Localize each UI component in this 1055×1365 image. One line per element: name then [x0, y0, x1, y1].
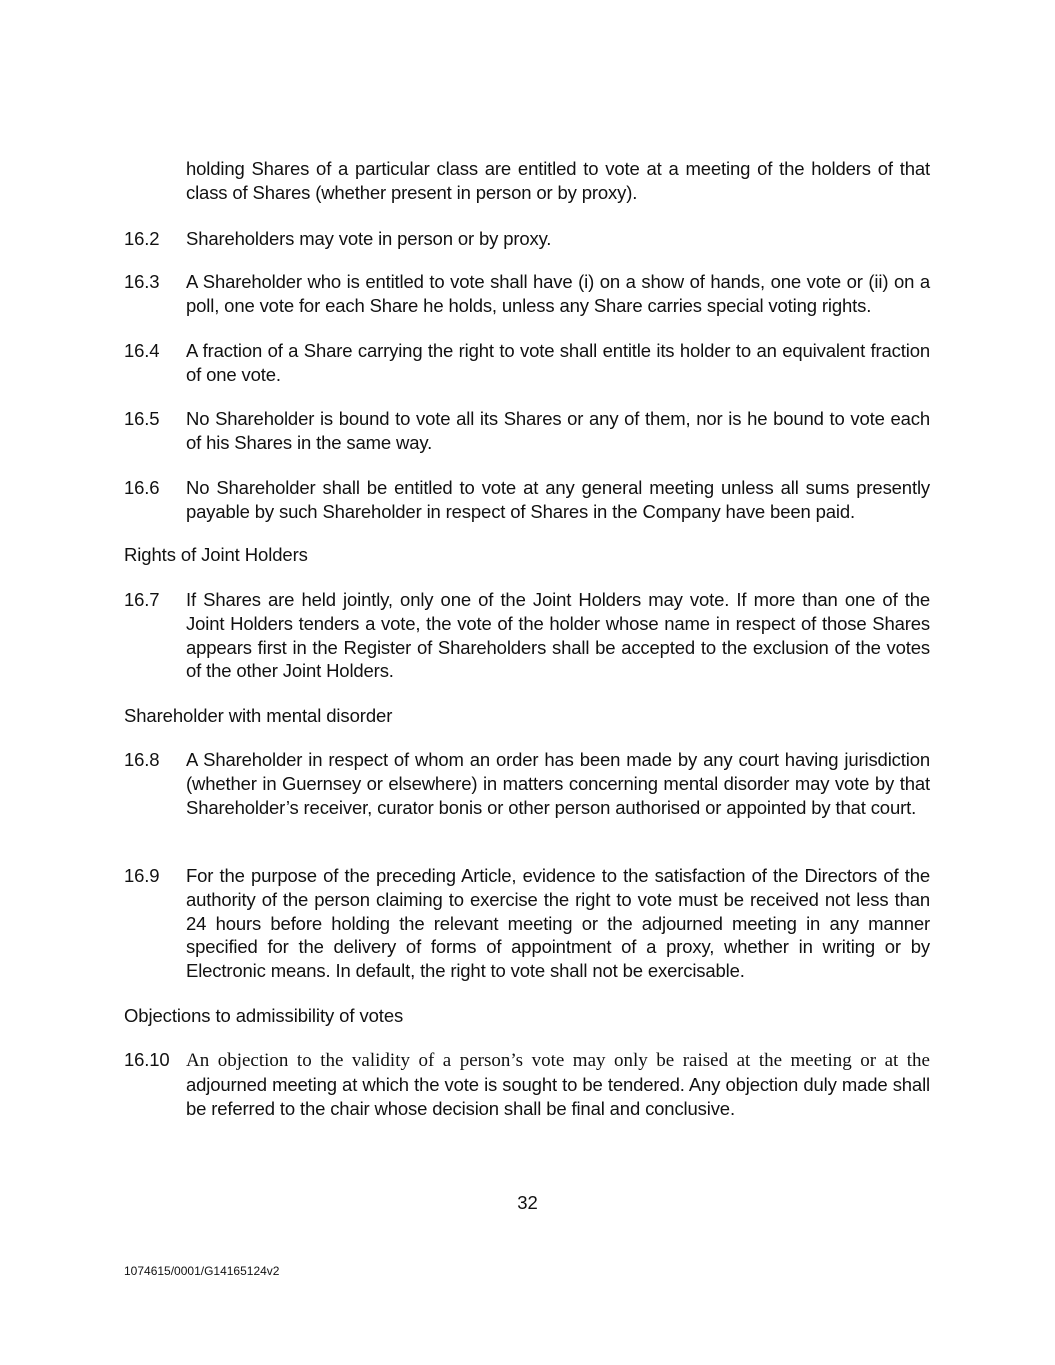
clause-text: A fraction of a Share carrying the right to vote shall entitle its holder to an equivalent fraction of one vote. [186, 340, 930, 385]
clause-text: No Shareholder is bound to vote all its Shares or any of them, nor is he bound to vote each of his Shares in the same way. [186, 408, 930, 453]
clause-text: If Shares are held jointly, only one of the Joint Holders may vote. If more than one of the Joint Holders tenders a vote, the vote of the holder whose name in respect of those Shares appears first in the Register of Shareholders shall be accepted to the exclusion of the votes of the other Joint Holders. [186, 589, 930, 682]
clause-16-9 [124, 864, 930, 983]
clause-number: 16.6 [124, 477, 160, 498]
clause-16-10 [124, 1048, 930, 1120]
clause-16-3 [124, 270, 930, 318]
clause-number: 16.9 [124, 865, 160, 886]
continued-paragraph: holding Shares of a particular class are entitled to vote at a meeting of the holders of that class of Shares (whether present in person or by proxy). [186, 158, 930, 203]
clause-number: 16.7 [124, 589, 160, 610]
clause-text-first-line: An objection to the validity of a person’s vote may only be raised at the meeting or at the [186, 1050, 930, 1071]
clause-text: No Shareholder shall be entitled to vote at any general meeting unless all sums presently payable by such Shareholder in respect of Shares in the Company have been paid. [186, 477, 930, 522]
clause-text: A Shareholder in respect of whom an order has been made by any court having jurisdiction (whether in Guernsey or elsewhere) in matters concerning mental disorder may vote by that Shareholder’s receiver, curator bonis or other person authorised or appointed by that court. [186, 749, 930, 818]
page-number: 32 [517, 1192, 538, 1213]
clause-16-5 [124, 407, 930, 455]
clause-number: 16.3 [124, 271, 160, 292]
clause-16-8 [124, 748, 930, 819]
clause-text: Shareholders may vote in person or by proxy. [186, 228, 552, 249]
clause-text: For the purpose of the preceding Article, evidence to the satisfaction of the Directors of the authority of the person claiming to exercise the right to vote must be received not less than 24 hours before holding the relevant meeting or the adjourned meeting in any manner specified for the delivery of forms of appointment of a proxy, whether in writing or by Electronic means. In default, the right to vote shall not be exercisable. [186, 865, 930, 982]
clause-text [186, 1048, 930, 1120]
section-heading-mental-disorder: Shareholder with mental disorder [124, 705, 393, 726]
clause-number: 16.5 [124, 408, 160, 429]
section-heading-objections: Objections to admissibility of votes [124, 1005, 404, 1026]
clause-16-2 [124, 227, 930, 251]
clause-16-6 [124, 476, 930, 524]
clause-number: 16.2 [124, 228, 160, 249]
clause-number: 16.8 [124, 749, 160, 770]
clause-16-7 [124, 588, 930, 683]
document-reference: 1074615/0001/G14165124v2 [124, 1264, 280, 1278]
clause-number: 16.4 [124, 340, 160, 361]
clause-number: 16.10 [124, 1049, 170, 1070]
section-heading-joint-holders: Rights of Joint Holders [124, 544, 308, 565]
clause-16-4 [124, 339, 930, 387]
clause-text-rest: adjourned meeting at which the vote is sought to be tendered. Any objection duly made shall be referred to the chair whose decision shall be final and conclusive. [186, 1073, 930, 1119]
clause-text: A Shareholder who is entitled to vote shall have (i) on a show of hands, one vote or (ii) on a poll, one vote for each Share he holds, unless any Share carries special voting rights. [186, 271, 930, 316]
